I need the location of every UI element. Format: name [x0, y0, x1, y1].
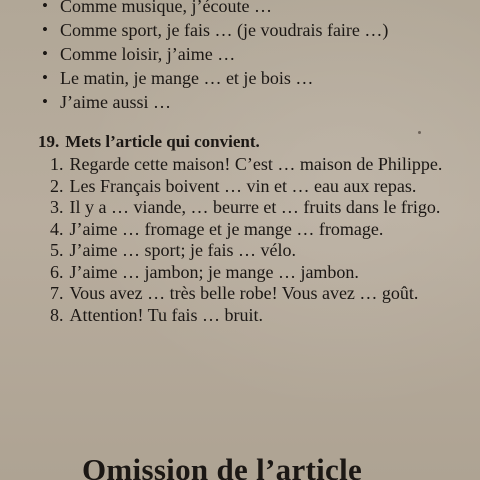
bullet-list: [36, 0, 388, 114]
exercise-title: [38, 132, 260, 152]
exercise-item: [10, 283, 468, 305]
item-text: Attention! Tu fais … bruit.: [69, 304, 264, 325]
item-number: 8.: [50, 304, 64, 325]
item-number: 6.: [50, 261, 64, 282]
print-speck: [418, 131, 421, 134]
item-number: 3.: [50, 197, 64, 217]
item-number: 4.: [50, 218, 64, 239]
bullet-item: • J’aime aussi …: [36, 90, 388, 114]
exercise-item: [10, 197, 468, 219]
bullet-item: • Le matin, je mange … et je bois …: [36, 66, 388, 90]
item-text: J’aime … fromage et je mange … fromage.: [69, 218, 384, 239]
exercise-item: [10, 176, 468, 198]
exercise-item: [10, 219, 468, 241]
item-text: J’aime … sport; je fais … vélo.: [69, 240, 296, 260]
item-number: 2.: [50, 175, 64, 196]
exercise-instruction: Mets l’article qui convient.: [65, 132, 260, 151]
exercise-item: [10, 262, 468, 284]
exercise-item: [10, 240, 468, 262]
item-number: 1.: [50, 154, 64, 174]
item-text: Vous avez … très belle robe! Vous avez … goût.: [69, 283, 419, 303]
exercise-items: [10, 154, 468, 326]
bullet-item: • Comme musique, j’écoute …: [36, 0, 388, 18]
bullet-item: • Comme sport, je fais … (je voudrais faire …): [36, 18, 388, 42]
item-number: 7.: [50, 283, 64, 303]
exercise-item: [10, 154, 468, 176]
item-text: J’aime … jambon; je mange … jambon.: [69, 261, 359, 282]
item-text: Les Français boivent … vin et … eau aux repas.: [69, 175, 417, 196]
item-number: 5.: [50, 240, 64, 260]
section-heading: Omission de l’article: [82, 452, 363, 480]
bullet-item: • Comme loisir, j’aime …: [36, 42, 388, 66]
item-text: Il y a … viande, … beurre et … fruits dans le frigo.: [69, 197, 441, 217]
exercise-item: [10, 305, 468, 327]
item-text: Regarde cette maison! C’est … maison de Philippe.: [69, 154, 443, 174]
exercise-number: 19.: [38, 132, 60, 151]
